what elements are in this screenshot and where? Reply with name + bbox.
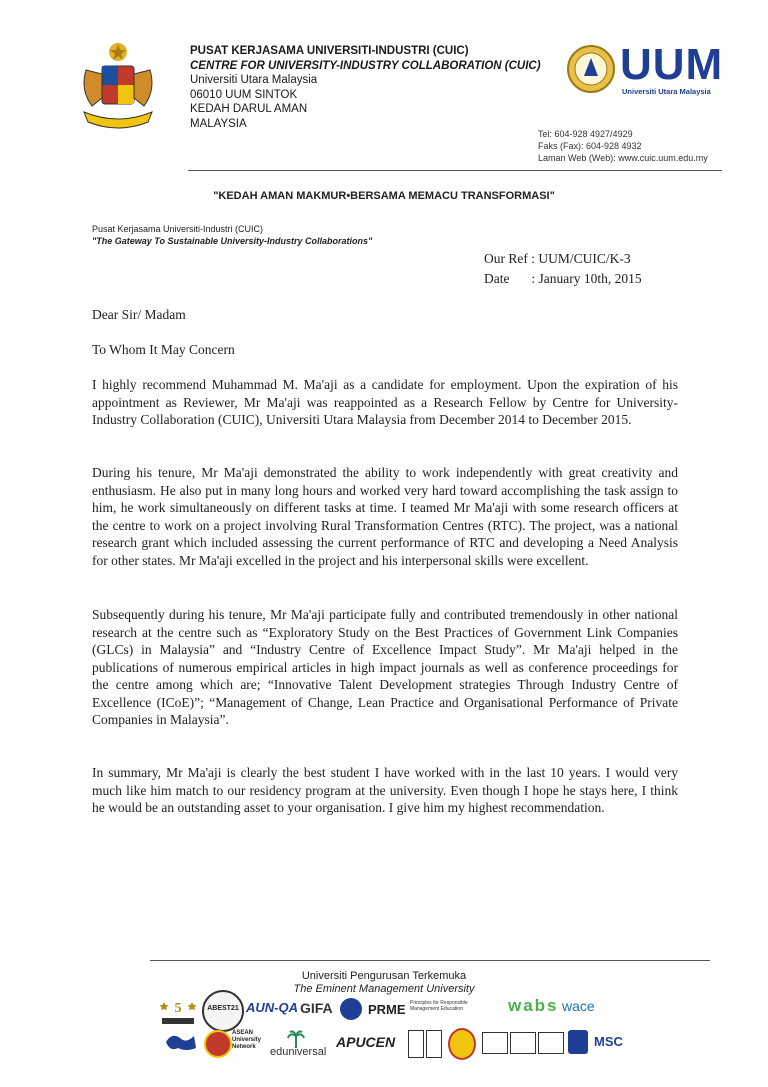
- svg-text:5: 5: [174, 1001, 182, 1016]
- date-row: [484, 269, 642, 289]
- letterhead-line-6: MALAYSIA: [190, 117, 247, 130]
- fax: Faks (Fax): 604-928 4932: [538, 141, 642, 151]
- apucen-logo: APUCEN: [336, 1034, 396, 1050]
- state-motto: "KEDAH AMAN MAKMUR•BERSAMA MEMACU TRANSFORMASI": [213, 190, 555, 202]
- abest21-text: ABEST21: [207, 1005, 239, 1012]
- prme-logo: PRME: [368, 1002, 406, 1017]
- gear-certification-icon: [568, 1030, 588, 1054]
- date-value: : January 10th, 2015: [531, 271, 642, 286]
- abest21-logo: [202, 990, 244, 1032]
- globe-icon: [340, 998, 362, 1020]
- wabs-logo: wabs: [508, 996, 559, 1015]
- gifa-logo: GIFA: [300, 1000, 333, 1016]
- our-ref-row: [484, 249, 642, 269]
- letterhead-line-5: KEDAH DARUL AMAN: [190, 103, 308, 115]
- msc-logo: MSC: [594, 1034, 623, 1049]
- wace-logo: wace: [562, 998, 595, 1014]
- uum-logo-word: UUM: [620, 40, 724, 89]
- prme-description: Principles for Responsible Management Education: [410, 1000, 468, 1012]
- paragraph-4: In summary, Mr Ma'aji is clearly the best student I have worked with in the last 10 years. I would very much like him match to our residency program at the university. Even though I hope he stays here, I think he would be an outstanding asset to your organisation. I give him my highest recommendation.: [92, 765, 678, 815]
- paragraph-2: During his tenure, Mr Ma'aji demonstrated the ability to work independently with great creativity and enthusiasm. He also put in many long hours and worked very hard toward accomplishing the task assign to him, he work simultaneously on different tasks at time. I teamed Mr Ma'aji with some research officers at the centre to work on a project involving Rural Transformation Centres (RTC). The project, was a national research grant which included assessing the current performance of RTC and developing a Need Analysis for other states. Mr Ma'aji excelled in the project and his interpersonal skills were excellent.: [92, 465, 678, 568]
- date-label: Date: [484, 271, 510, 286]
- award-medal-icon: [448, 1028, 476, 1060]
- paragraph-3: Subsequently during his tenure, Mr Ma'aji participate fully and contributed tremendously in other national research at the centre such as “Exploratory Study on the Best Practices of Government Link Companies (GLCs) in Malaysia” and “Industry Centre of Excellence Impact Study”. Mr Ma'aji helped in the publications of numerous empirical articles in high impact journals as well as conference proceedings for the centre among which are; “Innovative Talent Development strategies Through Industry Centre of Excellence (ICoE)”; “Management of Change, Lean Practice and Organisational Performance of Private Companies in Malaysia”.: [92, 607, 678, 727]
- five-star-rating-logo: [158, 996, 198, 1026]
- certification-badge-3: [538, 1032, 564, 1054]
- paragraph-1: I highly recommend Muhammad M. Ma'aji as a candidate for employment. Upon the expiration of his appointment as Reviewer, Mr Ma'aji was reappointed as a Research Fellow by Centre for University-Industry Collaboration (CUIC), Universiti Utara Malaysia from December 2014 to December 2015.: [92, 377, 678, 427]
- header-divider: [188, 170, 722, 171]
- footer-title: [0, 970, 768, 996]
- website: Laman Web (Web): www.cuic.uum.edu.my: [538, 153, 708, 163]
- letterhead-line-4: 06010 UUM SINTOK: [190, 88, 298, 101]
- telephone: Tel: 604-928 4927/4929: [538, 129, 633, 139]
- centre-identity: [92, 223, 372, 247]
- letterhead-address: [190, 44, 541, 131]
- letterhead-line-3: Universiti Utara Malaysia: [190, 74, 318, 86]
- uum-seal-logo: [566, 44, 616, 94]
- concern-line: To Whom It May Concern: [92, 342, 235, 357]
- badge-iel-logo: [426, 1030, 442, 1058]
- certification-badge-2: [510, 1032, 536, 1054]
- badge-asa-logo: [408, 1030, 424, 1058]
- our-ref-value: : UUM/CUIC/K-3: [531, 251, 631, 266]
- footer-divider: [150, 960, 710, 961]
- asean-university-network-logo: ASEAN University Network: [232, 1030, 262, 1050]
- map-icon: [164, 1030, 198, 1054]
- contact-info: [538, 128, 708, 164]
- centre-tagline: "The Gateway To Sustainable University-Industry Collaborations": [92, 236, 373, 246]
- salutation: Dear Sir/ Madam: [92, 307, 186, 322]
- asean-emblem-icon: [204, 1030, 232, 1058]
- footer-line-2: The Eminent Management University: [293, 983, 475, 995]
- reference-block: [484, 249, 642, 289]
- uum-logo-subtitle: Universiti Utara Malaysia: [622, 87, 711, 96]
- letterhead-line-1: PUSAT KERJASAMA UNIVERSITI-INDUSTRI (CUIC): [190, 45, 469, 57]
- centre-name: Pusat Kerjasama Universiti-Industri (CUIC): [92, 224, 264, 234]
- eduniversal-logo: eduniversal: [270, 1046, 327, 1058]
- aunqa-logo: AUN-QA: [246, 1000, 298, 1015]
- certification-badge-1: [482, 1032, 508, 1054]
- malaysia-crest-logo: [76, 40, 160, 132]
- letterhead-line-2: CENTRE FOR UNIVERSITY-INDUSTRY COLLABORATION (CUIC): [190, 59, 541, 72]
- our-ref-label: Our Ref: [484, 251, 528, 266]
- footer-line-1: Universiti Pengurusan Terkemuka: [301, 970, 467, 982]
